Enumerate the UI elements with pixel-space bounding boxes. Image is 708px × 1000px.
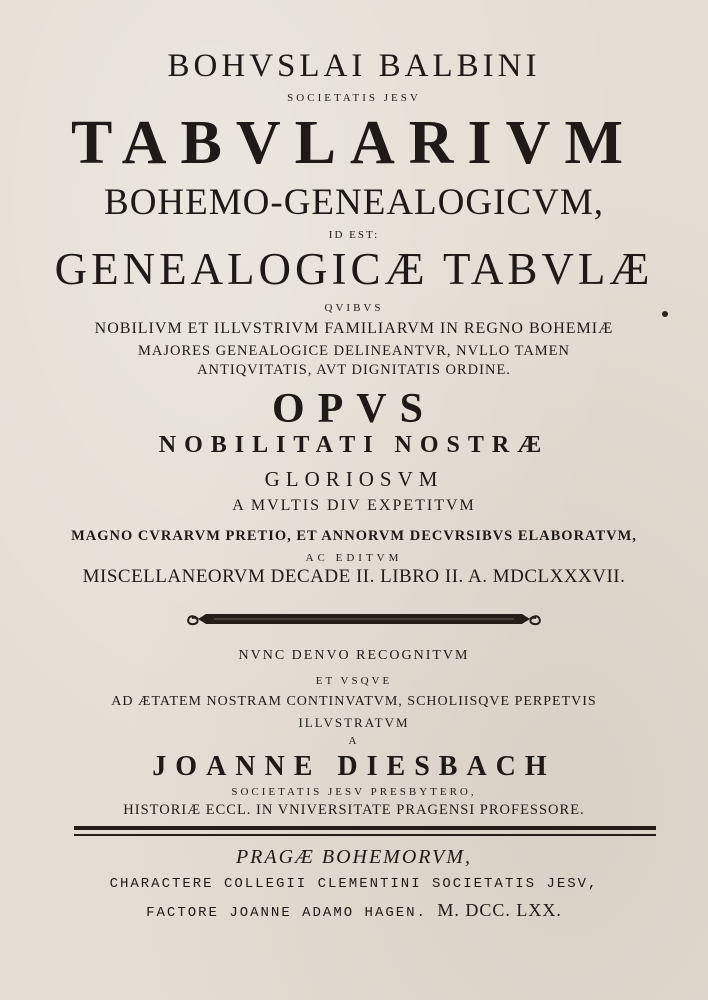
- ad-aetatem-line: AD ÆTATEM NOSTRAM CONTINVATVM, SCHOLIISQVE PERPETVIS: [111, 694, 597, 709]
- ink-spot: [662, 311, 668, 317]
- genealogical-title: GENEALOGICÆ TABVLÆ: [54, 244, 654, 294]
- description-line-3: ANTIQVITATIS, AVT DIGNITATIS ORDINE.: [197, 362, 511, 378]
- place-of-publication: PRAGÆ BOHEMORVM,: [235, 846, 473, 868]
- ac-editum-line: AC EDITVM: [305, 552, 403, 564]
- description-line-2: MAJORES GENEALOGICE DELINEANTVR, NVLLO TAMEN: [137, 343, 571, 359]
- printer-line-1: CHARACTERE COLLEGII CLEMENTINI SOCIETATIS JESV,: [109, 876, 599, 892]
- historiae-line: HISTORIÆ ECCL. IN VNIVERSITATE PRAGENSI PROFESSORE.: [123, 802, 585, 818]
- ornamental-rule: [184, 608, 544, 630]
- author-society: SOCIETATIS JESV: [287, 92, 421, 104]
- nobilitati-line: NOBILITATI NOSTRÆ: [158, 432, 550, 458]
- miscellaneorum-line: MISCELLANEORVM DECADE II. LIBRO II. A. MDCLXXXVII.: [82, 566, 626, 587]
- description-line-1: NOBILIVM ET ILLVSTRIVM FAMILIARVM IN REGNO BOHEMIÆ: [94, 320, 614, 337]
- id-est: ID EST:: [328, 229, 380, 241]
- printer-line-2: [0, 900, 708, 921]
- gloriosum-line: GLORIOSVM: [264, 467, 444, 491]
- magno-line: MAGNO CVRARVM PRETIO, ET ANNORVM DECVRSIBVS ELABORATVM,: [71, 528, 637, 544]
- publication-year: M. DCC. LXX.: [437, 900, 562, 920]
- author-name: BOHVSLAI BALBINI: [167, 48, 541, 84]
- editor-society: SOCIETATIS JESV PRESBYTERO,: [231, 786, 477, 798]
- printer-name: FACTORE JOANNE ADAMO HAGEN.: [146, 905, 427, 921]
- opus-heading: OPVS: [271, 386, 436, 432]
- et-vsque-line: ET VSQVE: [315, 675, 393, 687]
- quibus-line: QVIBVS: [324, 302, 384, 314]
- double-rule-top: [74, 826, 656, 830]
- subtitle: BOHEMO-GENEALOGICVM,: [104, 182, 604, 223]
- a-multis-line: A MVLTIS DIV EXPETITVM: [232, 497, 476, 514]
- main-title: TABVLARIVM: [71, 109, 637, 177]
- editor-name: JOANNE DIESBACH: [152, 751, 556, 782]
- nunc-line: NVNC DENVO RECOGNITVM: [238, 648, 470, 663]
- double-rule-bottom: [74, 834, 656, 836]
- illustratum-line: ILLVSTRATVM: [298, 715, 410, 730]
- a-line: A: [348, 735, 360, 747]
